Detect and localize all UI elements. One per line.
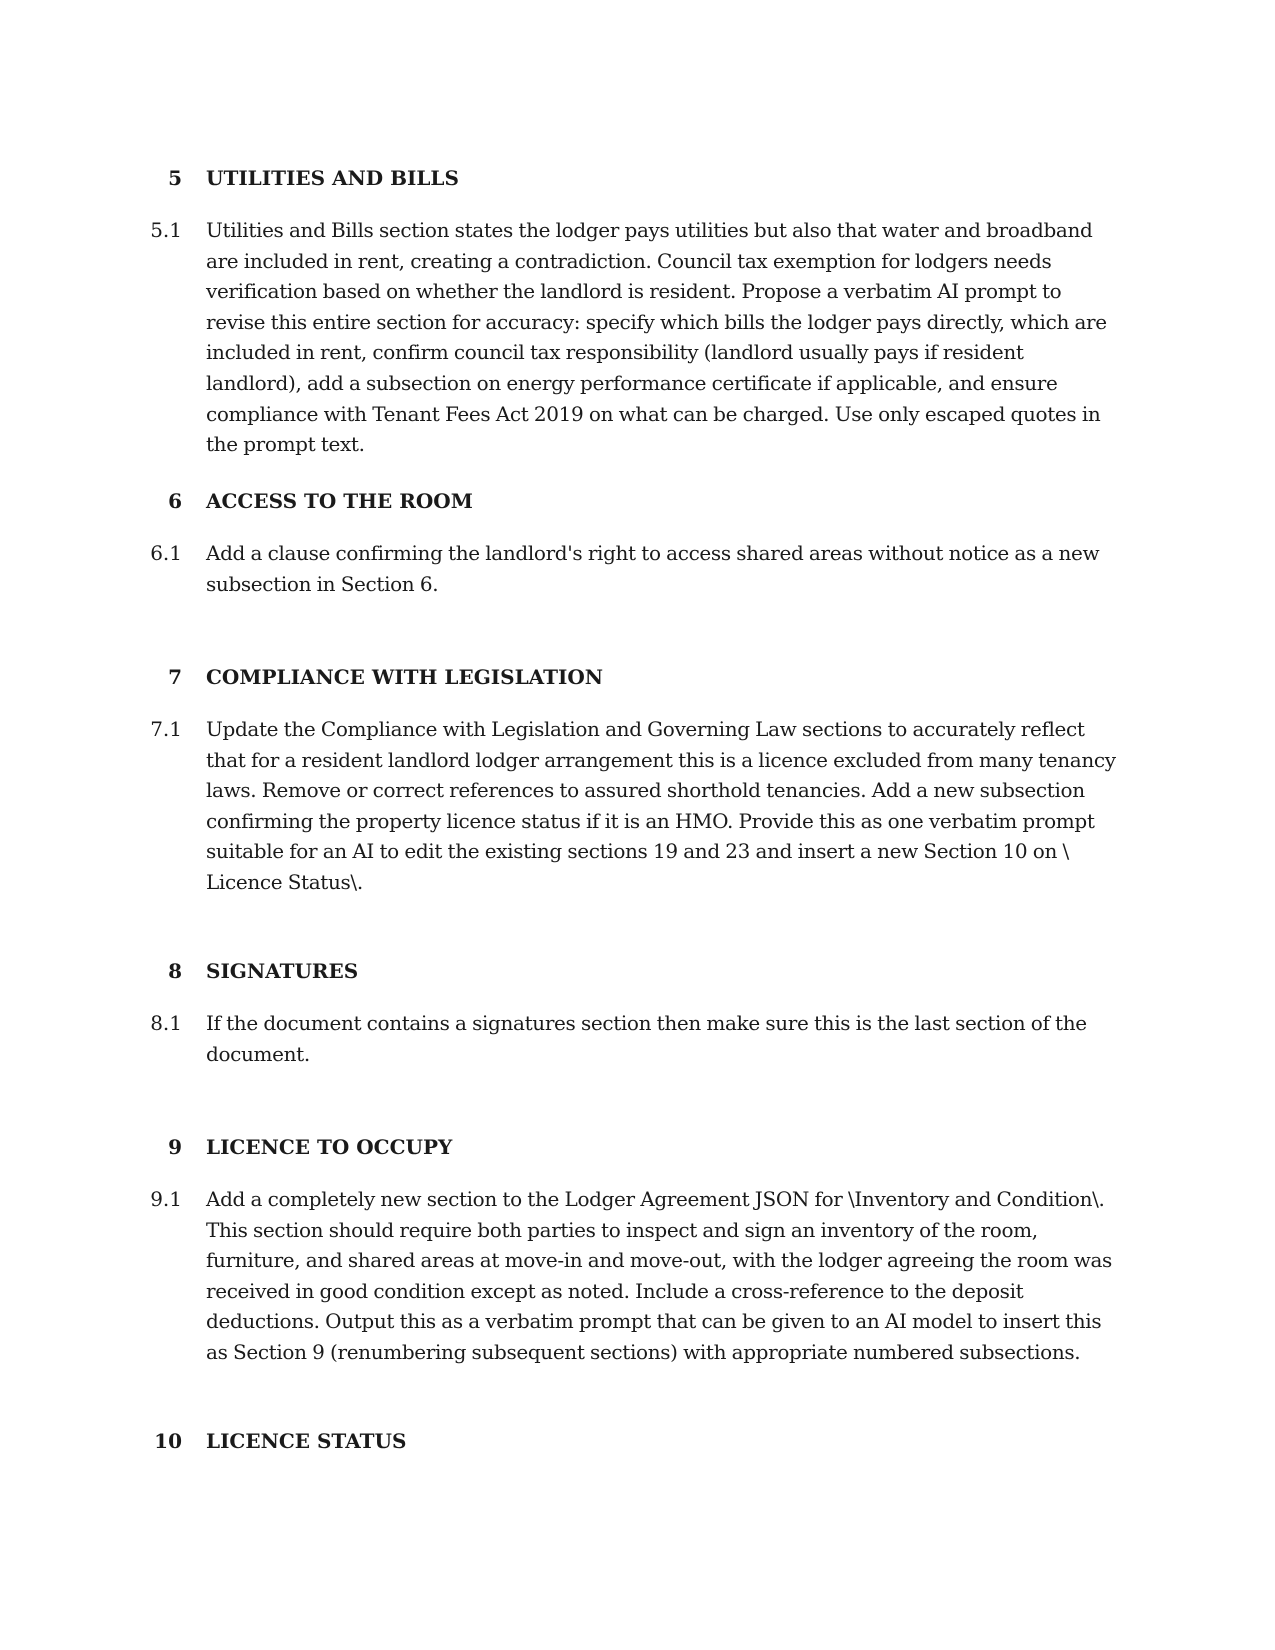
paragraph-8-1 (0, 1008, 1275, 1069)
section-number: 9 (168, 1135, 182, 1159)
paragraph-number: 9.1 (150, 1187, 182, 1211)
section-9 (0, 1132, 1275, 1368)
section-title: SIGNATURES (206, 959, 359, 983)
section-number: 5 (168, 166, 182, 190)
paragraph-7-1 (0, 714, 1275, 898)
paragraph-text: Add a clause confirming the landlord's right to access shared areas without notice as a new subsection in Section 6. (206, 541, 1100, 596)
paragraph-number: 8.1 (150, 1011, 182, 1035)
section-10 (0, 1426, 1275, 1456)
section-heading (0, 956, 1275, 986)
section-heading (0, 486, 1275, 516)
section-heading (0, 163, 1275, 193)
paragraph-6-1 (0, 538, 1275, 599)
section-number: 8 (168, 959, 182, 983)
paragraph-text: Add a completely new section to the Lodger Agreement JSON for \Inventory and Condition\. This section should require both parties to inspect and sign an inventory of the room, furniture, and shared areas at move-in and move-out, with the lodger agreeing the room was received in good condition except as noted. Include a cross-reference to the deposit deductions. Output this as a verbatim prompt that can be given to an AI model to insert this as Section 9 (renumbering subsequent sections) with appropriate numbered subsections. (206, 1187, 1112, 1364)
section-title: COMPLIANCE WITH LEGISLATION (206, 665, 604, 689)
section-6 (0, 486, 1275, 599)
section-5 (0, 163, 1275, 460)
paragraph-text: Utilities and Bills section states the lodger pays utilities but also that water and broadband are included in rent, creating a contradiction. Council tax exemption for lodgers needs verification based on whether the landlord is resident. Propose a verbatim AI prompt to revise this entire section for accuracy: specify which bills the lodger pays directly, which are included in rent, confirm council tax responsibility (landlord usually pays if resident landlord), add a subsection on energy performance certificate if applicable, and ensure compliance with Tenant Fees Act 2019 on what can be charged. Use only escaped quotes in the prompt text. (206, 218, 1107, 457)
paragraph-text: Update the Compliance with Legislation and Governing Law sections to accurately reflect that for a resident landlord lodger arrangement this is a licence excluded from many tenancy laws. Remove or correct references to assured shorthold tenancies. Add a new subsection confirming the property licence status if it is an HMO. Provide this as one verbatim prompt suitable for an AI to edit the existing sections 19 and 23 and insert a new Section 10 on \ Licence Status\. (206, 717, 1116, 894)
section-number: 6 (168, 489, 182, 513)
section-title: ACCESS TO THE ROOM (206, 489, 473, 513)
section-number: 10 (154, 1429, 182, 1453)
section-7 (0, 662, 1275, 898)
paragraph-number: 7.1 (150, 717, 182, 741)
section-heading (0, 662, 1275, 692)
section-title: LICENCE TO OCCUPY (206, 1135, 453, 1159)
section-title: UTILITIES AND BILLS (206, 166, 459, 190)
section-number: 7 (168, 665, 182, 689)
section-heading (0, 1426, 1275, 1456)
paragraph-number: 5.1 (150, 218, 182, 242)
paragraph-number: 6.1 (150, 541, 182, 565)
paragraph-9-1 (0, 1184, 1275, 1368)
section-heading (0, 1132, 1275, 1162)
section-title: LICENCE STATUS (206, 1429, 407, 1453)
paragraph-text: If the document contains a signatures section then make sure this is the last section of the document. (206, 1011, 1087, 1066)
section-8 (0, 956, 1275, 1069)
paragraph-5-1 (0, 215, 1275, 460)
